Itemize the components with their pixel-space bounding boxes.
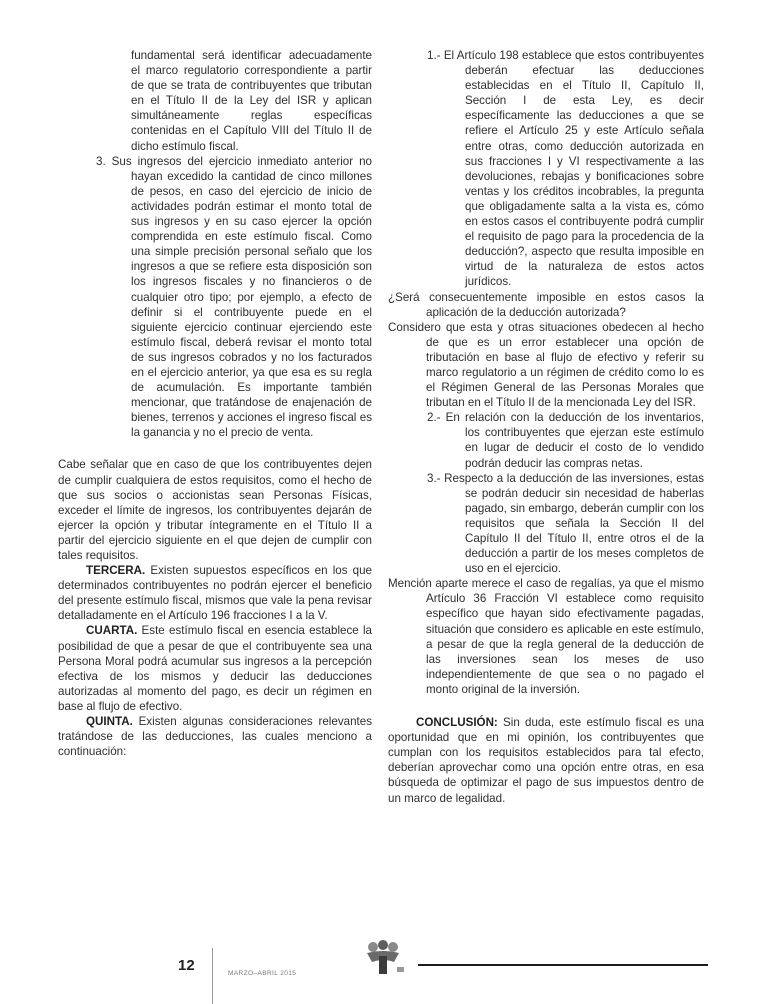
quinta-text: Existen algunas consideraciones relevantes tratándose de las deducciones, las cuales menciono a continuación: — [58, 715, 372, 759]
cuarta-text: Este estímulo fiscal en esencia establece la posibilidad de que a pesar de que el contribuyente sea una Persona Moral podrá acumular sus ingresos a la percepción efectiva de los mismos y deducir las deducciones autorizadas al momento del pago, es decir un régimen en base al flujo de efectivo. — [58, 624, 372, 713]
tercera-label: TERCERA. — [86, 564, 146, 578]
left-column — [58, 48, 372, 759]
paragraph-tercera — [58, 563, 372, 623]
deduction-item-1: 1.- El Artículo 198 establece que estos contribuyentes deberán efectuar las deducciones establecidas en el Título II, Capítulo II, Sección I de esta Ley, es decir específicamente las deducciones a que se refiere el Artículo 25 y este Artículo señala entre otras, como deducción autorizada en sus fracciones I y VI respectivamente a las devoluciones, rebajas y bonificaciones sobre ventas y los créditos incobrables, la pregunta que obligadamente salta a la vista es, cómo en estos casos el contribuyente podrá cumplir el requisito de pago para la procedencia de la deducción?, aspecto que resulta imposible en virtud de la naturaleza de estos actos jurídicos. — [427, 49, 704, 289]
considero-paragraph: Considero que esta y otras situaciones obedecen al hecho de que es un error establecer una opción de tributación en base al flujo de efectivo y referir su marco regulatorio a un régimen de crédito como lo es el Régimen General de las Personas Morales que tributan en el Título II de la mencionada Ley del ISR. — [388, 320, 704, 410]
conclusion-label: CONCLUSIÓN: — [416, 716, 498, 730]
right-column — [388, 48, 704, 806]
paragraph-requirements: Cabe señalar que en caso de que los contribuyentes dejen de cumplir cualquiera de estos requisitos, como el hecho de que sus socios o accionistas sean Personas Físicas, exceder el límite de ingresos, los contribuyentes dejarán de ejercer la opción y tributar íntegramente en el Título II a partir del ejercicio siguiente en el que dejen de cumplir con tales requisitos. — [58, 458, 372, 562]
conclusion-text: Sin duda, este estímulo fiscal es una oportunidad que en mi opinión, los contribuyentes que cumplan con los requisitos establecidos para tal efecto, deberían aprovechar como una opción entre otras, en esa búsqueda de optimizar el pago de sus impuestos dentro de un marco de legalidad. — [388, 716, 704, 805]
deduction-item-2: 2.- En relación con la deducción de los inventarios, los contribuyentes que ejerzan este estímulo en lugar de deducir el costo de lo vendido podrán deducir las compras netas. — [427, 411, 704, 470]
list-item-2-continuation: fundamental será identificar adecuadamente el marco regulatorio correspondiente a partir de que se trata de contribuyentes que tributan en el Título II de la Ley del ISR y aplican simultáneamente reglas específicas contenidas en el Capítulo VIII del Título II de dicho estímulo fiscal. — [131, 49, 372, 153]
tercera-text: Existen supuestos específicos en los que determinados contribuyentes no podrán ejercer el beneficio del presente estímulo fiscal, mismos que vale la pena revisar detalladamente en el Artículo 196 fracciones I a la V. — [58, 564, 372, 623]
paragraph-cuarta — [58, 623, 372, 714]
regalias-paragraph: Mención aparte merece el caso de regalías, ya que el mismo Artículo 36 Fracción VI establece como requisito específico que hayan sido efectivamente pagadas, situación que considero es aplicable en este estímulo, a pesar de que la regla general de la deducción de las inversiones sean los meses de uso independientemente de que sea o no pagado el monto original de la inversión. — [388, 577, 704, 696]
cuarta-label: CUARTA. — [86, 624, 138, 638]
quinta-label: QUINTA. — [86, 715, 133, 729]
publisher-logo — [360, 940, 406, 976]
issue-date: MARZO–ABRIL 2015 — [228, 970, 297, 977]
page-number: 12 — [178, 957, 195, 974]
question-paragraph: ¿Será consecuentemente imposible en estos casos la aplicación de la deducción autorizada? — [388, 290, 704, 319]
list-item-3: 3. Sus ingresos del ejercicio inmediato anterior no hayan excedido la cantidad de cinco millones de pesos, en caso del ejercicio de inicio de actividades podrán estimar el monto total de sus ingresos y en su caso ejercer la opción comprendida en este estímulo fiscal. Como una simple precisión personal señalo que los ingresos a que se refiere esta disposición son los ingresos fiscales y no financieros o de cualquier otro tipo; por ejemplo, a efecto de definir si el contribuyente puede en el siguiente ejercicio continuar ejerciendo este estímulo fiscal, deberá revisar el monto total de sus ingresos cobrados y no los facturados en el ejercicio anterior, ya que esa es su regla de acumulación. Es importante también mencionar, que tratándose de enajenación de bienes, terrenos y acciones el ingreso fiscal es la ganancia y no el precio de venta. — [96, 154, 372, 440]
deduction-item-3: 3.- Respecto a la deducción de las inversiones, estas se podrán deducir sin necesidad de haberlas pagado, sin embargo, deberán cumplir con los requisitos que señala la Sección II del Capítulo II del Título II, entre otros el de la deducción a partir de los meses completos de uso en el ejercicio. — [427, 471, 704, 576]
paragraph-quinta — [58, 714, 372, 759]
conclusion-paragraph — [388, 715, 704, 806]
footer-rule — [418, 964, 708, 966]
footer-divider — [212, 948, 213, 1004]
